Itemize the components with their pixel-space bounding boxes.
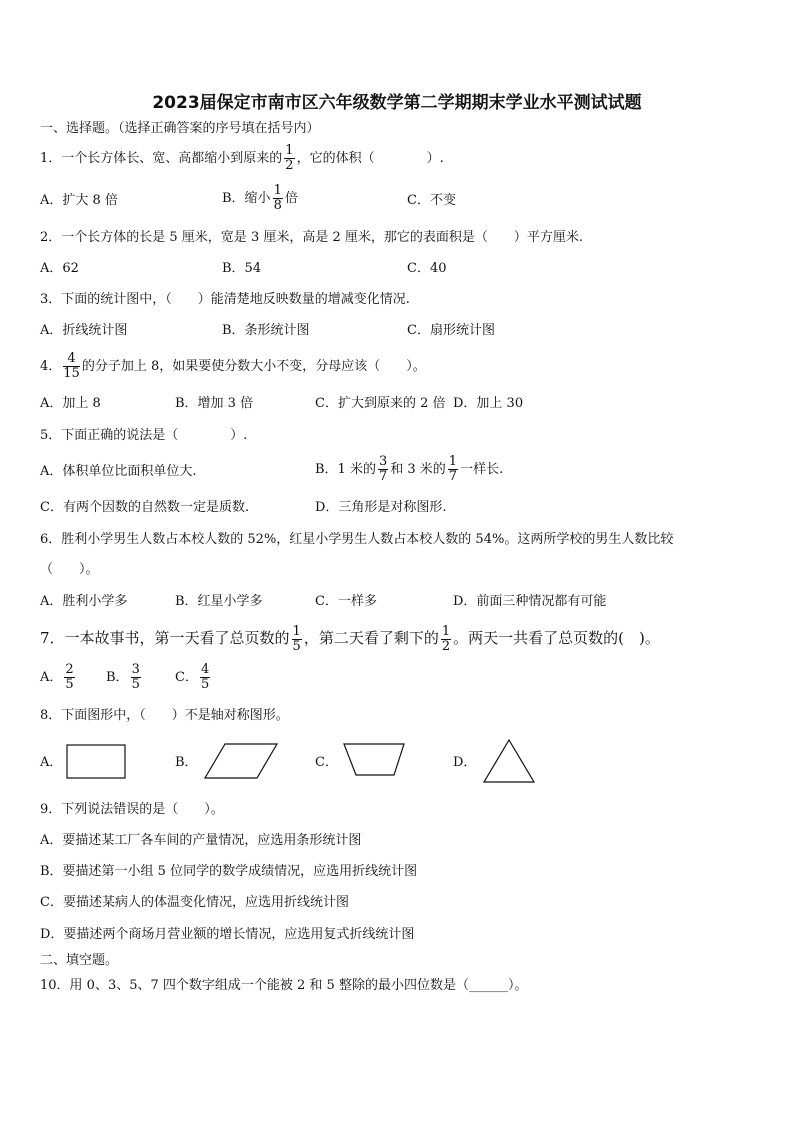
q8-option-c-label: C． (315, 755, 338, 770)
q3-option-b: B．条形统计图 (222, 323, 310, 338)
q1-option-a: A．扩大 8 倍 (40, 193, 118, 208)
q3-option-c: C．扇形统计图 (407, 323, 495, 338)
question-4: 4． $\frac{4}{15}$ 的分子加上 8，如果要使分数大小不变，分母应该（ ）。 (40, 351, 426, 381)
question-7: 7．一本故事书，第一天看了总页数的 $\frac{1}{5}$ ，第二天看了剩下的 $\frac{1}{2}$ 。两天一共看了总页数的( )。 (40, 623, 660, 654)
q8-option-a-label: A． (40, 755, 63, 770)
trapezoid-shape (342, 742, 406, 778)
section-fill-heading: 二、填空题。 (40, 953, 119, 968)
q9-option-b: B．要描述第一小组 5 位同学的数学成绩情况，应选用折线统计图 (40, 864, 418, 879)
question-8: 8．下面图形中，（ ）不是轴对称图形。 (40, 708, 289, 723)
q7-option-a: A． $\frac{2}{5}$ (40, 662, 74, 692)
section-choice-heading: 一、选择题。（选择正确答案的序号填在括号内） (40, 121, 320, 136)
q7-option-c: C． $\frac{4}{5}$ (175, 662, 210, 692)
question-6-blank: （ ）。 (40, 562, 99, 577)
q4-option-b: B．增加 3 倍 (175, 396, 254, 411)
question-3: 3．下面的统计图中，（ ）能清楚地反映数量的增减变化情况. (40, 292, 410, 307)
q6-option-c: C．一样多 (315, 594, 377, 609)
q6-option-d: D．前面三种情况都有可能 (453, 594, 607, 609)
q8-option-d-label: D． (453, 755, 477, 770)
q9-option-d: D．要描述两个商场月营业额的增长情况，应选用复式折线统计图 (40, 927, 415, 942)
question-5: 5．下面正确的说法是（ ）. (40, 428, 248, 443)
rectangle-shape (66, 744, 128, 780)
q6-option-a: A．胜利小学多 (40, 594, 128, 609)
fraction-1-2: $\frac{1}{2}$ (285, 143, 294, 173)
q7-option-b: B． $\frac{3}{5}$ (106, 662, 140, 692)
parallelogram-shape (203, 742, 279, 780)
q3-option-a: A．折线统计图 (40, 323, 128, 338)
q4-option-c: C．扩大到原来的 2 倍 (315, 396, 446, 411)
page-title: 2023届保定市南市区六年级数学第二学期期末学业水平测试试题 (152, 93, 642, 113)
q8-option-b-label: B． (175, 755, 198, 770)
question-2: 2．一个长方体的长是 5 厘米，宽是 3 厘米，高是 2 厘米，那它的表面积是（ ）平方厘米. (40, 230, 584, 245)
q5-option-c: C．有两个因数的自然数一定是质数. (40, 500, 250, 515)
question-9: 9．下列说法错误的是（ ）。 (40, 802, 224, 817)
q2-option-b: B．54 (222, 261, 262, 276)
q5-option-a: A．体积单位比面积单位大. (40, 464, 197, 479)
q6-option-b: B．红星小学多 (175, 594, 263, 609)
q9-option-c: C．要描述某病人的体温变化情况，应选用折线统计图 (40, 895, 349, 910)
q5-option-b: B．1 米的 $\frac{3}{7}$ 和 3 米的 $\frac{1}{7}$ 一样长. (315, 454, 504, 484)
question-6: 6．胜利小学男生人数占本校人数的 52%，红星小学男生人数占本校人数的 54%。这两所学校的男生人数比较 (40, 532, 674, 547)
q9-option-a: A．要描述某工厂各车间的产量情况，应选用条形统计图 (40, 833, 362, 848)
q2-option-a: A．62 (40, 261, 79, 276)
q4-option-a: A．加上 8 (40, 396, 101, 411)
q1-option-c: C．不变 (407, 193, 456, 208)
question-1: 1．一个长方体长、宽、高都缩小到原来的 $\frac{1}{2}$ ，它的体积（ ）. (40, 143, 444, 173)
q2-option-c: C．40 (407, 261, 447, 276)
q4-option-d: D．加上 30 (453, 396, 524, 411)
q1-option-b: B．缩小 $\frac{1}{8}$ 倍 (222, 183, 298, 213)
triangle-shape (482, 738, 536, 784)
question-10: 10．用 0、3、5、7 四个数字组成一个能被 2 和 5 整除的最小四位数是（______）。 (40, 978, 528, 993)
q5-option-d: D．三角形是对称图形. (315, 500, 447, 515)
